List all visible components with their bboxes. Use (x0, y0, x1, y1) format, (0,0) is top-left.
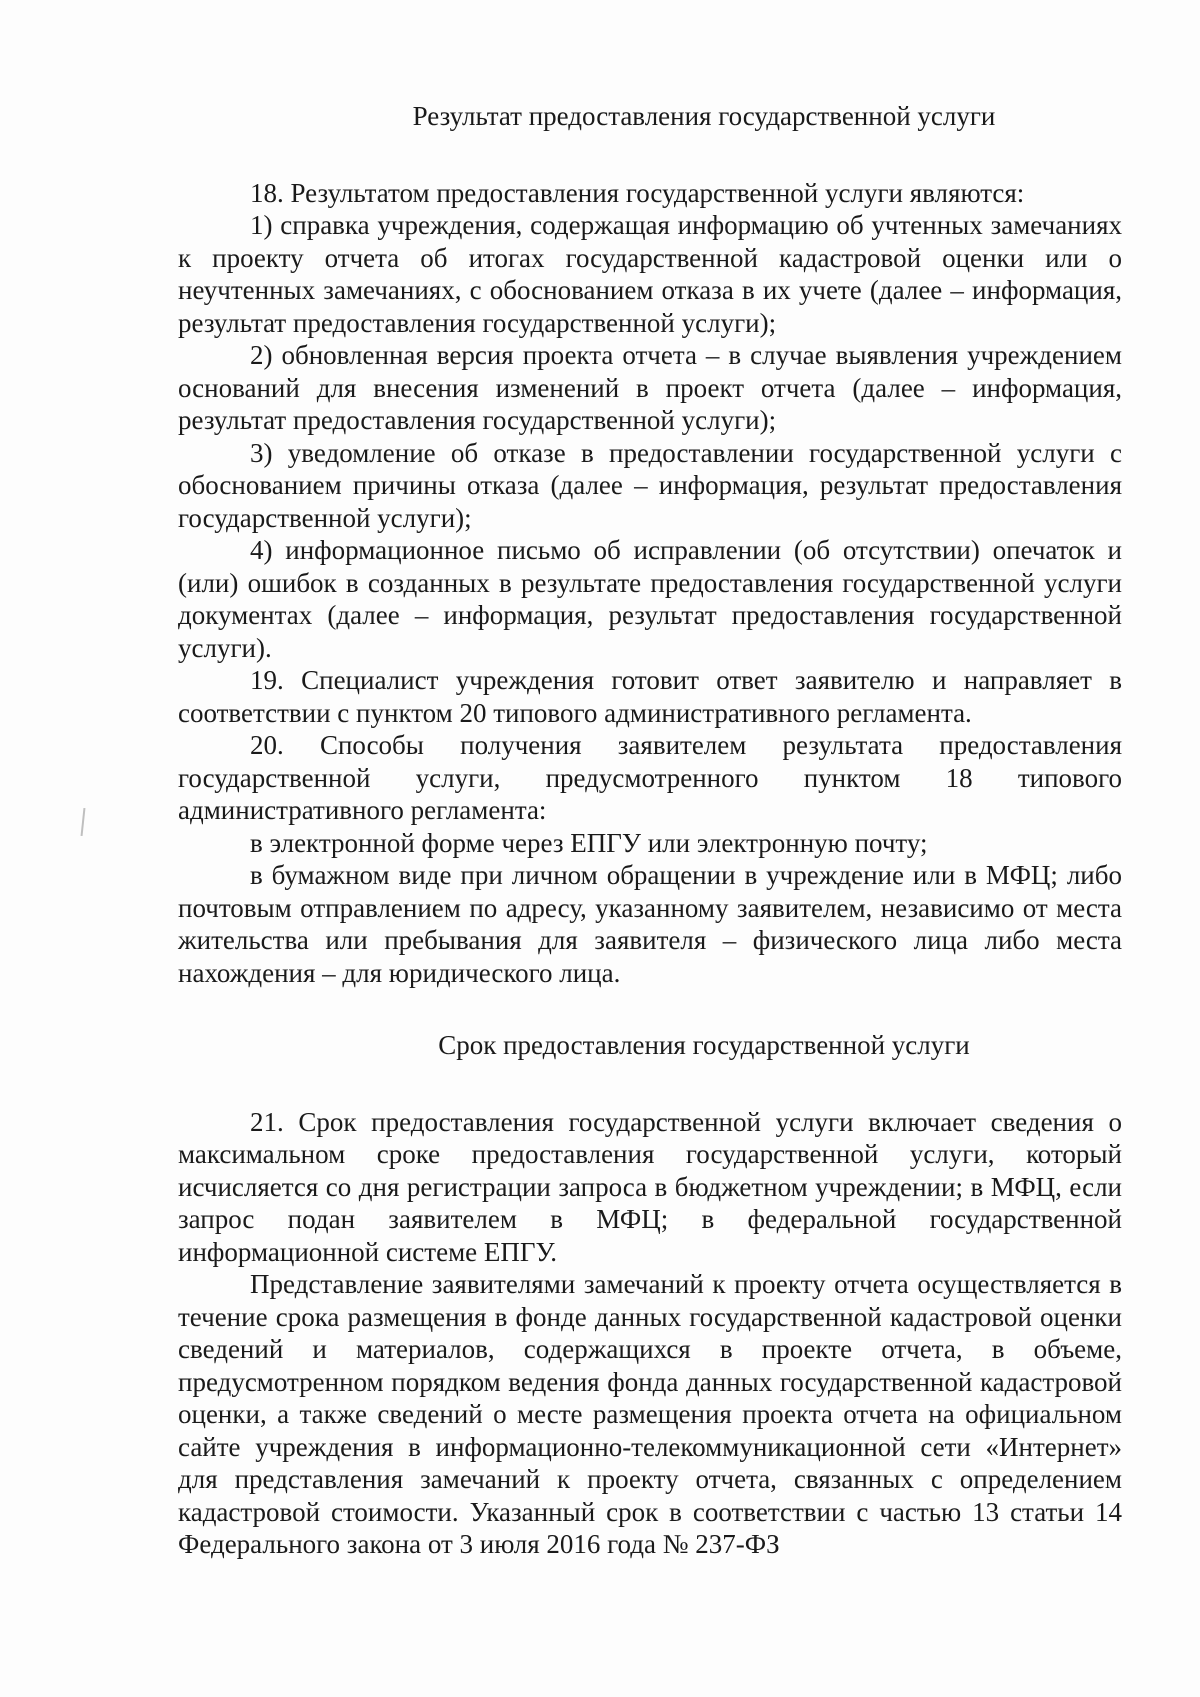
scan-margin-mark (81, 808, 86, 836)
paragraph-21: 21. Срок предоставления государственной услуги включает сведения о максимальном сроке предоставления государственной услуги, который исчисляется со дня регистрации запроса в бюджетном учреждении; в МФЦ, если запрос подан заявителем в МФЦ; в федеральной государственной информационной системе ЕПГУ. (178, 1106, 1122, 1267)
paragraph-18-item-3: 3) уведомление об отказе в предоставлении государственной услуги с обоснованием причины отказа (далее – информация, результат предоставления государственной услуги); (178, 437, 1122, 533)
paragraph-18-item-1: 1) справка учреждения, содержащая информацию об учтенных замечаниях к проекту отчета об итогах государственной кадастровой оценки или о неучтенных замечаниях, с обоснованием отказа в их учете (далее – информация, результат предоставления государственной услуги); (178, 210, 1122, 338)
paragraph-20-paper: в бумажном виде при личном обращении в учреждение или в МФЦ; либо почтовым отправлением по адресу, указанному заявителем, независимо от места жительства или пребывания для заявителя – физического лица либо места нахождения – для юридического лица. (178, 860, 1122, 988)
paragraph-18-item-2: 2) обновленная версия проекта отчета – в случае выявления учреждением оснований для внесения изменений в проект отчета (далее – информация, результат предоставления государственной услуги); (178, 340, 1122, 435)
paragraph-20-electronic: в электронной форме через ЕПГУ или электронную почту; (250, 827, 928, 858)
document-content (178, 100, 1122, 1561)
paragraph-19: 19. Специалист учреждения готовит ответ заявителю и направляет в соответствии с пунктом 20 типового административного регламента. (178, 665, 1122, 728)
section-heading-term: Срок предоставления государственной услуги (438, 1030, 970, 1060)
section-heading-result: Результат предоставления государственной услуги (412, 101, 996, 131)
paragraph-20: 20. Способы получения заявителем результата предоставления государственной услуги, предусмотренного пунктом 18 типового административного регламента: (178, 730, 1122, 825)
paragraph-18: 18. Результатом предоставления государственной услуги являются: (250, 177, 1025, 208)
paragraph-21-remarks: Представление заявителями замечаний к проекту отчета осуществляется в течение срока размещения в фонде данных государственной кадастровой оценки сведений и материалов, содержащихся в проекте отчета, в объеме, предусмотренном порядком ведения фонда данных государственной кадастровой оценки, а также сведений о месте размещения проекта отчета на официальном сайте учреждения в информационно-телекоммуникационной сети «Интернет» для представления замечаний к проекту отчета, связанных с определением кадастровой стоимости. Указанный срок в соответствии с частью 13 статьи 14 Федерального закона от 3 июля 2016 года № 237-ФЗ (178, 1269, 1122, 1559)
paragraph-18-item-4: 4) информационное письмо об исправлении (об отсутствии) опечаток и (или) ошибок в созданных в результате предоставления государственной услуги документах (далее – информация, результат предоставления государственной услуги). (178, 535, 1122, 663)
